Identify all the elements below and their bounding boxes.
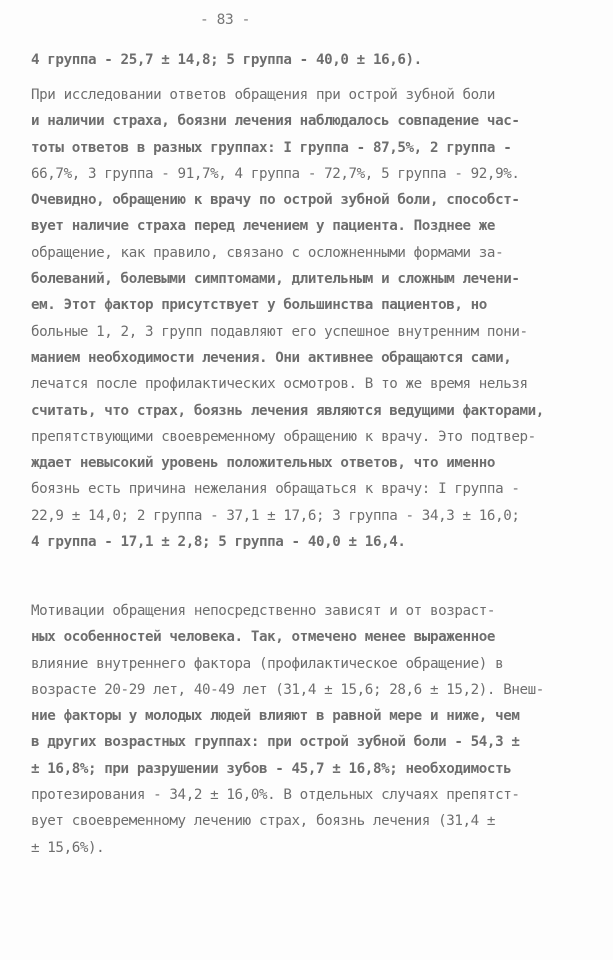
text-line: ± 15,6%). <box>31 839 105 856</box>
page-number: - 83 - <box>200 12 250 28</box>
text-line: 4 группа - 25,7 ± 14,8; 5 группа - 40,0 ± 16,6). <box>31 52 422 68</box>
text-line: протезирования - 34,2 ± 16,0%. В отдельных случаях препятст- <box>31 787 520 804</box>
text-line: возрасте 20-29 лет, 40-49 лет (31,4 ± 15,6; 28,6 ± 15,2). Внеш- <box>31 681 544 698</box>
text-line: тоты ответов в разных группах: I группа - 87,5%, 2 группа - <box>31 139 512 156</box>
paragraph-2 <box>31 82 591 555</box>
text-line: 22,9 ± 14,0; 2 группа - 37,1 ± 17,6; 3 группа - 34,3 ± 16,0; <box>31 507 520 524</box>
text-line: вует своевременному лечению страх, боязнь лечения (31,4 ± <box>31 813 496 830</box>
text-line: манием необходимости лечения. Они активнее обращаются сами, <box>31 349 512 366</box>
text-line: ± 16,8%; при разрушении зубов - 45,7 ± 16,8%; необходимость <box>31 760 512 777</box>
text-line: считать, что страх, боязнь лечения являются ведущими факторами, <box>31 402 544 419</box>
text-line: При исследовании ответов обращения при острой зубной боли <box>31 87 496 103</box>
text-line: вует наличие страха перед лечением у пациента. Позднее же <box>31 218 496 235</box>
text-line: и наличии страха, боязни лечения наблюдалось совпадение час- <box>31 113 520 130</box>
text-line: 66,7%, 3 группа - 91,7%, 4 группа - 72,7%, 5 группа - 92,9%. <box>31 165 520 182</box>
text-line: 4 группа - 17,1 ± 2,8; 5 группа - 40,0 ± 16,4. <box>31 534 406 551</box>
text-line: Мотивации обращения непосредственно зависят и от возраст- <box>31 603 496 619</box>
text-line: Очевидно, обращению к врачу по острой зубной боли, способст- <box>31 192 520 209</box>
text-line: влияние внутреннего фактора (профилактическое обращение) в <box>31 655 504 672</box>
paragraph-3 <box>31 598 591 861</box>
text-line: лечатся после профилактических осмотров. В то же время нельзя <box>31 376 528 393</box>
text-line: боязнь есть причина нежелания обращаться к врачу: I группа - <box>31 481 520 498</box>
text-line: ных особенностей человека. Так, отмечено менее выраженное <box>31 629 496 646</box>
text-line: ние факторы у молодых людей влияют в равной мере и ниже, чем <box>31 708 520 725</box>
paragraph-1 <box>31 47 591 73</box>
text-line: в других возрастных группах: при острой зубной боли - 54,3 ± <box>31 734 520 751</box>
text-line: ждает невысокий уровень положительных ответов, что именно <box>31 455 496 472</box>
text-line: больные 1, 2, 3 групп подавляют его успешное внутренним пони- <box>31 323 528 340</box>
text-line: ем. Этот фактор присутствует у большинства пациентов, но <box>31 297 487 314</box>
text-line: болеваний, болевыми симптомами, длительным и сложным лечени- <box>31 271 520 288</box>
text-line: препятствующими своевременному обращению к врачу. Это подтвер- <box>31 428 536 445</box>
text-line: обращение, как правило, связано с осложненными формами за- <box>31 244 504 261</box>
